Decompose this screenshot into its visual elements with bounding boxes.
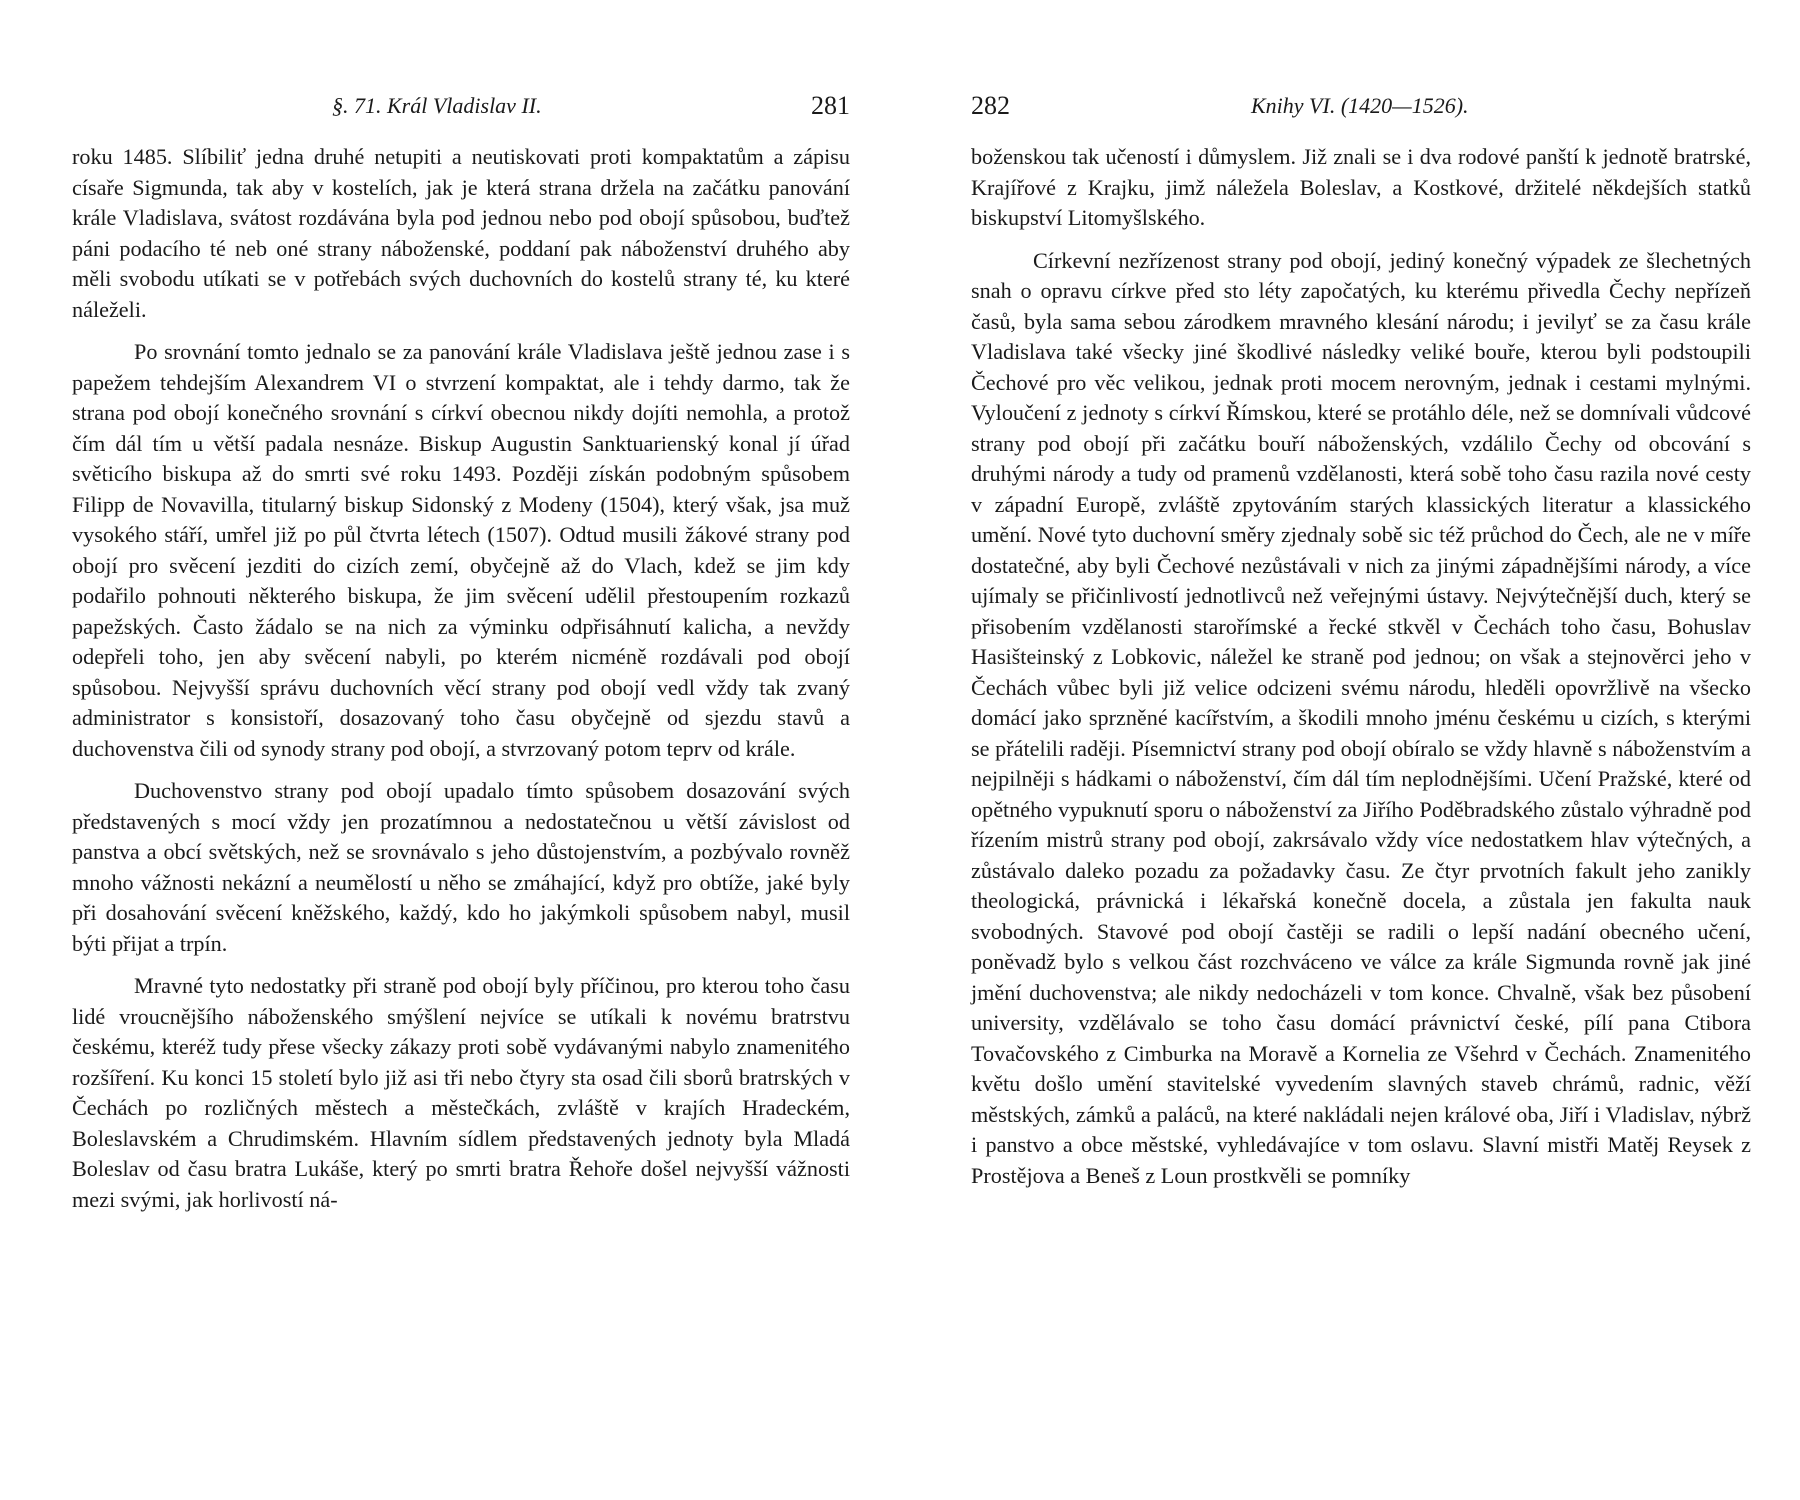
right-page-header <box>971 86 1751 126</box>
paragraph: boženskou tak učeností i důmyslem. Již znali se i dva rodové panští k jednotě bratrské, Krajířové z Krajku, jimž náležela Boleslav, a Kostkové, držitelé někdejších statků biskupství Litomyšlského. <box>971 144 1751 230</box>
left-page-text <box>72 142 850 1227</box>
paragraph: Církevní nezřízenost strany pod obojí, jediný konečný výpadek ze šlechetných snah o opravu církve před sto léty započatých, ku kterému přivedla Čechy nepřízeň časů, byla sama sebou zárodkem mravného klesání národu; i jevilyť se za času krále Vladislava také všecky jiné škodlivé následky veliké bouře, kterou byli podstoupili Čechové pro věc velikou, jednak proti mocem nerovným, jednak i cestami mylnými. Vyloučení z jednoty s církví Římskou, které se protáhlo déle, než se domnívali vůdcové strany pod obojí při začátku bouří náboženských, vzdálilo Čechy od obcování s druhými národy a tudy od pramenů vzdělanosti, která sobě toho času razila nové cesty v západní Europě, zvláště zpytováním starých klassických literatur a klassického umění. Nové tyto duchovní směry zjednaly sobě sic též průchod do Čech, ale ne v míře dostatečné, aby byli Čechové nezůstávali v nich za jinými západnějšími národy, a více ujímaly se přičinlivostí jednotlivců než veřejnými ústavy. Nejvýtečnější duch, který se přisobením vzdělanosti starořímské a řecké stkvěl v Čechách toho času, Bohuslav Hasišteinský z Lobkovic, náležel ke straně pod jednou; on však a stejnověrci jeho v Čechách vůbec byli již velice odcizeni svému národu, hleděli opovržlivě na všecko domácí jako sprzněné kacířstvím, a škodili mnoho jménu českému u cizích, s kterými se přátelili raději. Písemnictví strany pod obojí obíralo se vždy hlavně s náboženstvím a nejpilněji s hádkami o náboženství, čím dál tím neplodnějšími. Učení Pražské, které od opětného vypuknutí sporu o náboženství za Jiřího Poděbradského zůstalo výhradně pod řízením mistrů strany pod obojí, zakrsávalo vždy více nedostatkem hlav výtečných, a zůstávalo daleko pozadu za požadavky času. Ze čtyr prvotních fakult jeho zanikly theologická, právnická i lékařská konečně docela, a zůstala jen fakulta nauk svobodných. Stavové pod obojí častěji se radili o lepší nadání obecného učení, poněvadž bylo s velkou část rozchváceno ve válce za krále Sigmunda rovně jak jiné jmění duchovenstva; ale nikdy nedocházeli v tom konce. Chvalně, však bez působení university, vzdělávalo se toho času domácí právnictví české, pílí pana Ctibora Tovačovského z Cimburka na Moravě a Kornelia ze Všehrd v Čechách. Znamenitého květu došlo umění stavitelské vyvedením slavných staveb chrámů, radnic, věží městských, zámků a paláců, na které nakládali nejen králové oba, Jiří i Vladislav, nýbrž i panstvo a obce městské, vyhledávajíce v tom oslavu. Slavní mistři Matěj Reysek z Prostějova a Beneš z Loun prostkvěli se pomníky <box>971 247 1751 1188</box>
page-number-left: 281 <box>811 91 850 120</box>
paragraph: roku 1485. Slíbiliť jedna druhé netupiti a neutiskovati proti kompaktatům a zápisu císaře Sigmunda, tak aby v kostelích, jak je která strana držela na začátku panování krále Vladislava, svátost rozdávána byla pod jednou nebo pod obojí spůsobou, buďtež páni podacího té neb oné strany náboženské, poddaní pak náboženství druhého aby měli svobodu utíkati se v potřebách svých duchovních do kostelů strany té, ku které náleželi. <box>72 144 850 322</box>
left-page-header <box>72 86 850 126</box>
paragraph: Duchovenstvo strany pod obojí upadalo tímto spůsobem dosazování svých představených s mocí vždy jen prozatímnou a nedostatečnou u větší závislost od panstva a obcí světských, než se srovnávalo s jeho důstojenstvím, a pozbývalo rovněž mnoho vážnosti nekázní a neumělostí u něho se zmáhající, když pro obtíže, jaké byly při dosahování svěcení kněžského, každý, kdo ho jakýmkoli spůsobem nabyl, musil býti přijat a trpín. <box>72 778 850 956</box>
paragraph: Po srovnání tomto jednalo se za panování krále Vladislava ještě jednou zase i s papežem tehdejším Alexandrem VI o stvrzení kompaktat, ale i tehdy darmo, tak že strana pod obojí konečného srovnání s církví obecnou nikdy dojíti nemohla, a protož čím dál tím u větší padala nesnáze. Biskup Augustin Sanktuarienský konal jí úřad světicího biskupa až do smrti své roku 1493. Později získán podobným spůsobem Filipp de Novavilla, titularný biskup Sidonský z Modeny (1504), který však, jsa muž vysokého stáří, umřel již po půl čtvrta létech (1507). Odtud musili žákové strany pod obojí pro svěcení jezditi do cizích zemí, obyčejně až do Vlach, kdež se jim kdy podařilo pohnouti některého biskupa, že jim svěcení udělil přestoupením rozkazů papežských. Často žádalo se na nich za výminku odpřisáhnutí kalicha, a nevždy odepřeli toho, jen aby svěcení nabyli, po kterém nicméně rozdávali pod obojí spůsobou. Nejvyšší správu duchovních věcí strany pod obojí vedl vždy tak zvaný administrator s konsistoří, dosazovaný toho času obyčejně od sjezdu stavů a duchovenstva čili od synody strany pod obojí, a stvrzovaný potom teprv od krále. <box>72 339 850 761</box>
page-number-right: 282 <box>971 91 1010 120</box>
running-head-right: Knihy VI. (1420—1526). <box>1251 93 1469 118</box>
running-head-left: §. 71. Král Vladislav II. <box>332 93 542 118</box>
right-page-text <box>971 142 1751 1203</box>
right-page <box>900 0 1800 1500</box>
paragraph: Mravné tyto nedostatky při straně pod obojí byly příčinou, pro kterou toho času lidé vroucnějšího náboženského smýšlení nejvíce se utíkali k novému bratrstvu českému, kteréž tudy přese všecky zákazy proti sobě vydávanými nabylo znamenitého rozšíření. Ku konci 15 století bylo již asi tři nebo čtyry sta osad čili sborů bratrských v Čechách po rozličných městech a městečkách, zvláště v krajích Hradeckém, Boleslavském a Chrudimském. Hlavním sídlem představených jednoty byla Mladá Boleslav od času bratra Lukáše, který po smrti bratra Řehoře došel nejvyšší vážnosti mezi svými, jak horlivostí ná- <box>72 973 850 1212</box>
